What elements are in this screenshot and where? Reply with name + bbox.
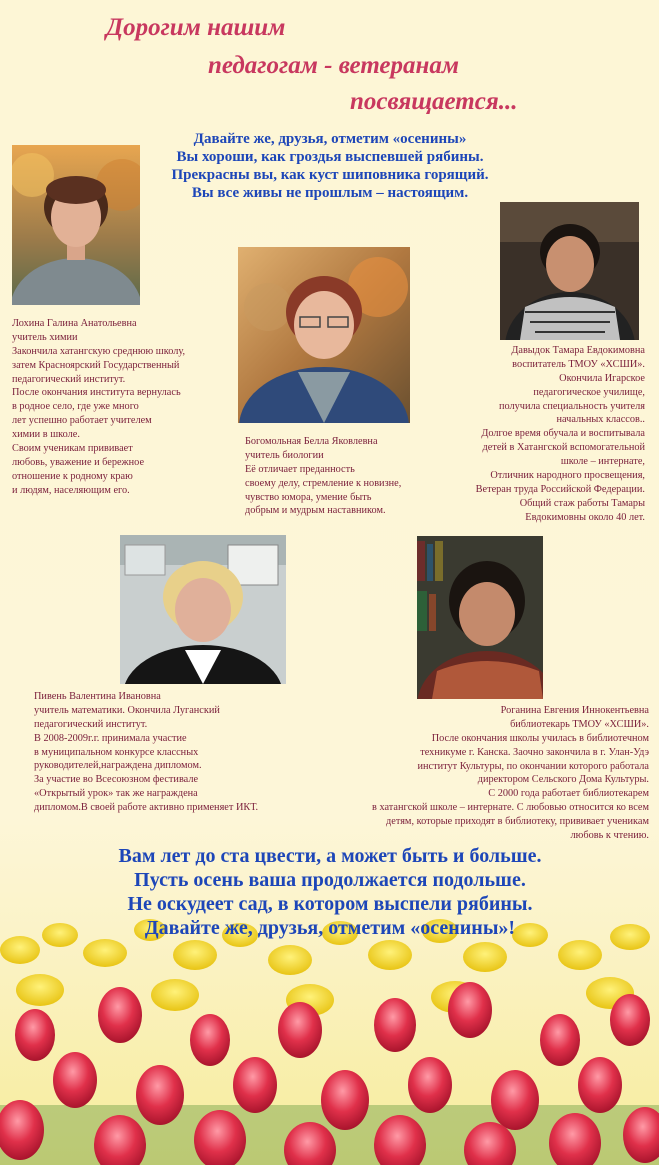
bio-line: После окончания школы училась в библиотечном bbox=[431, 732, 649, 744]
bio-line: Отличник народного просвещения, bbox=[490, 470, 645, 482]
tulip-field-image bbox=[0, 905, 659, 1165]
poem-bottom-line: Вам лет до ста цвести, а может быть и больше. bbox=[118, 845, 542, 867]
portrait-photo bbox=[417, 536, 543, 699]
portrait-photo bbox=[120, 535, 286, 684]
poem-bottom-line: Не оскудеет сад, в котором выспели рябины. bbox=[127, 893, 533, 915]
bio-line: своему делу, стремление к новизне, bbox=[245, 477, 402, 489]
poem-top-line: Прекрасны вы, как куст шиповника горящий. bbox=[171, 167, 489, 183]
portrait-photo bbox=[500, 202, 639, 340]
bio-line: Своим ученикам прививает bbox=[12, 443, 133, 455]
bio-line: Долгое время обучала и воспитывала bbox=[481, 428, 645, 440]
bio-line: учитель математики. Окончила Луганский bbox=[34, 704, 220, 716]
bio-line: любовь к чтению. bbox=[570, 830, 649, 842]
title-line-2: педагогам - ветеранам bbox=[208, 52, 460, 79]
photo-bogomolnaya bbox=[238, 247, 410, 423]
bio-davydok bbox=[476, 344, 645, 525]
bio-line: затем Красноярский Государственный bbox=[12, 359, 180, 371]
bio-line: любовь, уважение и бережное bbox=[12, 456, 145, 468]
bio-line: В 2008-2009г.г. принимала участие bbox=[34, 732, 187, 744]
bio-line: директором Сельского Дома Культуры. bbox=[477, 774, 649, 786]
bio-line: Богомольная Белла Яковлевна bbox=[245, 436, 378, 447]
bio-bogomolnaya bbox=[245, 435, 401, 518]
bio-line: Её отличает преданность bbox=[245, 463, 355, 475]
bio-line: Закончила хатангскую среднюю школу, bbox=[12, 345, 186, 357]
bio-line: и людям, населяющим его. bbox=[12, 484, 130, 496]
bio-line: добрым и мудрым наставником. bbox=[245, 505, 386, 517]
bio-roganina bbox=[372, 704, 649, 843]
poem-bottom-line: Пусть осень ваша продолжается подольше. bbox=[134, 869, 526, 891]
bio-line: институт Культуры, по окончании которого работала bbox=[417, 760, 649, 772]
poem-bottom bbox=[20, 844, 640, 940]
photo-davydok bbox=[500, 202, 639, 340]
bio-line: «Открытый урок» так же награждена bbox=[34, 788, 198, 800]
bio-line: Окончила Игарское bbox=[559, 372, 645, 384]
bio-line: детей в Хатангской вспомогательной bbox=[482, 442, 645, 454]
bio-line: школе – интернате, bbox=[560, 456, 645, 468]
red-tulips bbox=[0, 982, 659, 1165]
bio-line: библиотекарь ТМОУ «ХСШИ». bbox=[510, 718, 649, 730]
photo-lokhina bbox=[12, 145, 140, 305]
bio-line: техникуме г. Канска. Заочно закончила в г. Улан-Удэ bbox=[420, 746, 649, 758]
bio-line: Лохина Галина Анатольевна bbox=[12, 318, 137, 329]
portrait-photo bbox=[238, 247, 410, 423]
poem-top-line: Вы все живы не прошлым – настоящим. bbox=[191, 185, 469, 201]
poem-top-line: Давайте же, друзья, отметим «осенины» bbox=[193, 131, 467, 147]
bio-lokhina bbox=[12, 317, 185, 498]
bio-line: педагогический институт. bbox=[12, 373, 126, 385]
bio-line: За участие во Всесоюзном фестивале bbox=[34, 774, 199, 786]
bio-line: педагогический институт. bbox=[34, 718, 148, 730]
bio-line: в хатангской школе – интернате. С любовью относится ко всем bbox=[372, 802, 649, 814]
bio-line: дипломом.В своей работе активно применяет ИКТ. bbox=[34, 802, 259, 814]
bio-line: лет успешно работает учителем bbox=[12, 415, 152, 427]
bio-line: педагогическое училище, bbox=[533, 386, 645, 398]
bio-line: детям, которые приходят в библиотеку, прививает ученикам bbox=[386, 816, 649, 828]
photo-roganina bbox=[417, 536, 543, 699]
bio-line: учитель химии bbox=[12, 331, 78, 343]
title-line-1: Дорогим нашим bbox=[106, 14, 286, 41]
bio-line: Давыдок Тамара Евдокимовна bbox=[511, 345, 645, 356]
poem-top bbox=[130, 130, 530, 202]
bio-line: Пивень Валентина Ивановна bbox=[34, 691, 161, 702]
portrait-photo bbox=[12, 145, 140, 305]
bio-line: Общий стаж работы Тамары bbox=[519, 497, 645, 509]
bio-line: учитель биологии bbox=[245, 449, 324, 461]
poem-bottom-line: Давайте же, друзья, отметим «осенины»! bbox=[144, 917, 516, 939]
poem-top-line: Вы хороши, как гроздья выспевшей рябины. bbox=[176, 149, 484, 165]
bio-line: воспитатель ТМОУ «ХСШИ». bbox=[512, 358, 645, 370]
bio-line: С 2000 года работает библиотекарем bbox=[488, 788, 649, 800]
bio-line: После окончания института вернулась bbox=[12, 387, 181, 399]
bio-line: химии в школе. bbox=[12, 429, 80, 441]
bio-line: получила специальность учителя bbox=[499, 400, 645, 412]
bio-line: Евдокимовны около 40 лет. bbox=[525, 511, 645, 523]
bio-line: в муниципальном конкурсе классных bbox=[34, 746, 199, 758]
bio-line: отношение к родному краю bbox=[12, 470, 133, 482]
bio-line: в родное село, где уже много bbox=[12, 401, 139, 413]
bio-line: Ветеран труда Российской Федерации. bbox=[475, 483, 645, 495]
photo-piven bbox=[120, 535, 286, 684]
bio-line: руководителей,награждена дипломом. bbox=[34, 760, 202, 772]
bio-piven bbox=[34, 690, 258, 815]
bio-line: чувство юмора, умение быть bbox=[245, 491, 372, 503]
bio-line: Роганина Евгения Иннокентьевна bbox=[500, 705, 649, 716]
title-line-3: посвящается... bbox=[350, 88, 518, 115]
bio-line: начальных классов.. bbox=[556, 414, 645, 426]
